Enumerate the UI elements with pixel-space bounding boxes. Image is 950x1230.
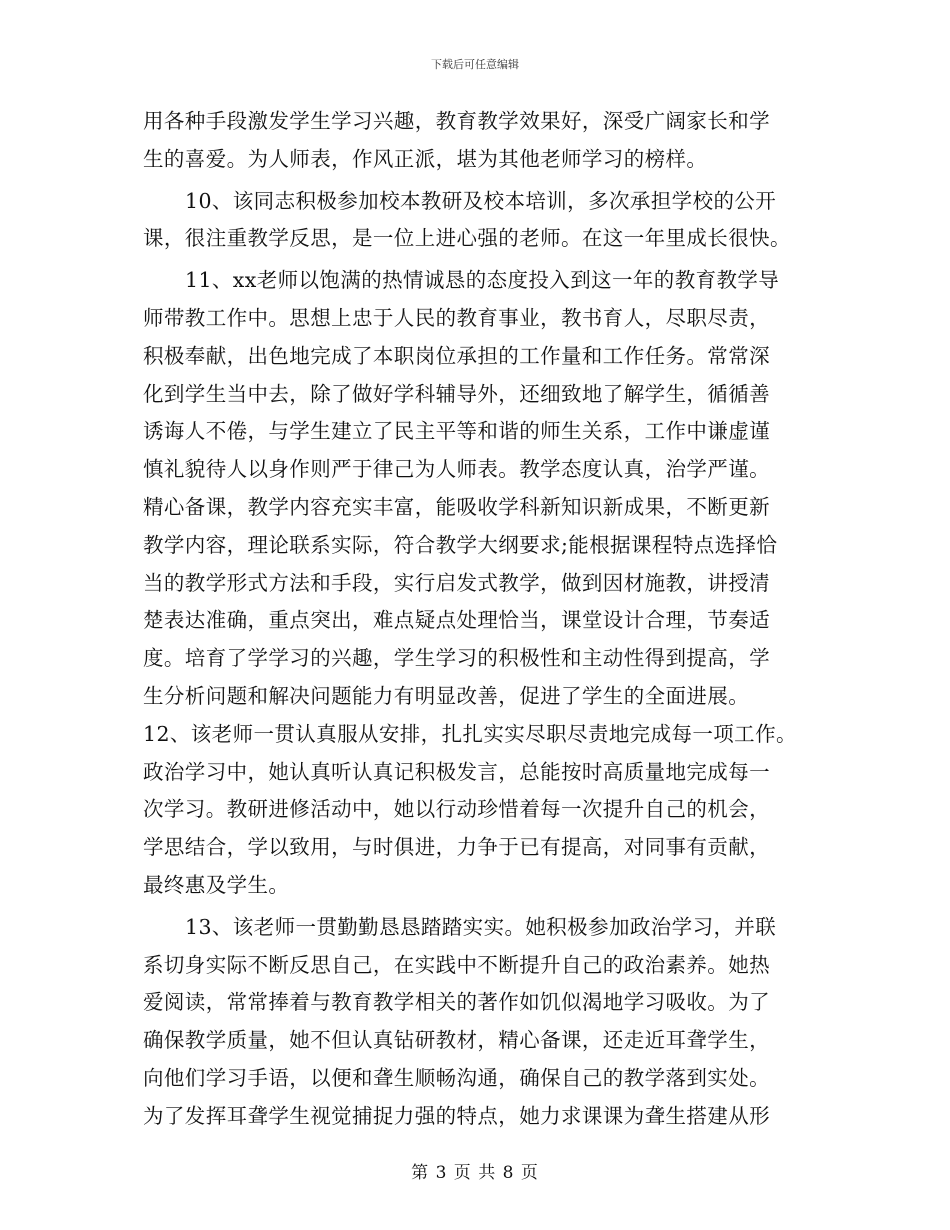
text-line: 用各种手段激发学生学习兴趣，教育教学效果好，深受广阔家长和学 <box>143 109 770 133</box>
text-line: 确保教学质量，她不但认真钻研教材，精心备课，还走近耳聋学生， <box>143 1028 770 1053</box>
text-line: 教学内容，理论联系实际，符合教学大纲要求;能根据课程特点选择恰 <box>143 532 778 557</box>
text-line: 11、xx老师以饱满的热情诚恳的态度投入到这一年的教育教学导 <box>185 268 780 293</box>
text-line: 化到学生当中去，除了做好学科辅导外，还细致地了解学生，循循善 <box>143 381 770 406</box>
text-line: 为了发挥耳聋学生视觉捕捉力强的特点，她力求课课为聋生搭建从形 <box>143 1103 770 1128</box>
text-line: 诱诲人不倦，与学生建立了民主平等和谐的师生关系，工作中谦虚谨 <box>143 419 770 444</box>
page-header-note: 下载后可任意编辑 <box>431 58 519 71</box>
text-line: 系切身实际不断反思自己，在实践中不断提升自己的政治素养。她热 <box>143 952 770 977</box>
page-number-footer: 第 3 页 共 8 页 <box>411 1163 539 1183</box>
text-line: 12、该老师一贯认真服从安排，扎扎实实尽职尽责地完成每一项工作。 <box>143 721 797 746</box>
text-line: 当的教学形式方法和手段，实行启发式教学，做到因材施教，讲授清 <box>143 570 770 595</box>
text-line: 师带教工作中。思想上忠于人民的教育事业，教书育人，尽职尽责， <box>143 305 770 330</box>
text-line: 生分析问题和解决问题能力有明显改善，促进了学生的全面进展。 <box>143 683 750 708</box>
text-line: 生的喜爱。为人师表，作风正派，堪为其他老师学习的榜样。 <box>143 146 708 171</box>
text-line: 次学习。教研进修活动中，她以行动珍惜着每一次提升自己的机会， <box>143 797 770 822</box>
text-line: 向他们学习手语，以便和聋生顺畅沟通，确保自己的教学落到实处。 <box>143 1065 770 1090</box>
document-body <box>143 103 815 1136</box>
text-line: 13、该老师一贯勤勤恳恳踏踏实实。她积极参加政治学习，并联 <box>185 914 777 939</box>
text-line: 积极奉献，出色地完成了本职岗位承担的工作量和工作任务。常常深 <box>143 343 770 368</box>
text-line: 学思结合，学以致用，与时俱进，力争于已有提高，对同事有贡献， <box>143 835 770 860</box>
text-line: 爱阅读，常常捧着与教育教学相关的著作如饥似渴地学习吸收。为了 <box>143 990 770 1015</box>
text-line: 慎礼貌待人以身作则严于律己为人师表。教学态度认真，治学严谨。 <box>143 457 770 482</box>
text-line: 楚表达准确，重点突出，难点疑点处理恰当，课堂设计合理，节奏适 <box>143 608 770 633</box>
text-line: 政治学习中，她认真听认真记积极发言，总能按时高质量地完成每一 <box>143 759 770 784</box>
text-line: 最终惠及学生。 <box>143 872 290 897</box>
text-line: 度。培育了学学习的兴趣，学生学习的积极性和主动性得到提高，学 <box>143 646 770 671</box>
text-line: 10、该同志积极参加校本教研及校本培训，多次承担学校的公开 <box>185 188 777 213</box>
text-line: 精心备课，教学内容充实丰富，能吸收学科新知识新成果，不断更新 <box>143 494 770 519</box>
text-line: 课，很注重教学反思，是一位上进心强的老师。在这一年里成长很快。 <box>143 226 791 251</box>
